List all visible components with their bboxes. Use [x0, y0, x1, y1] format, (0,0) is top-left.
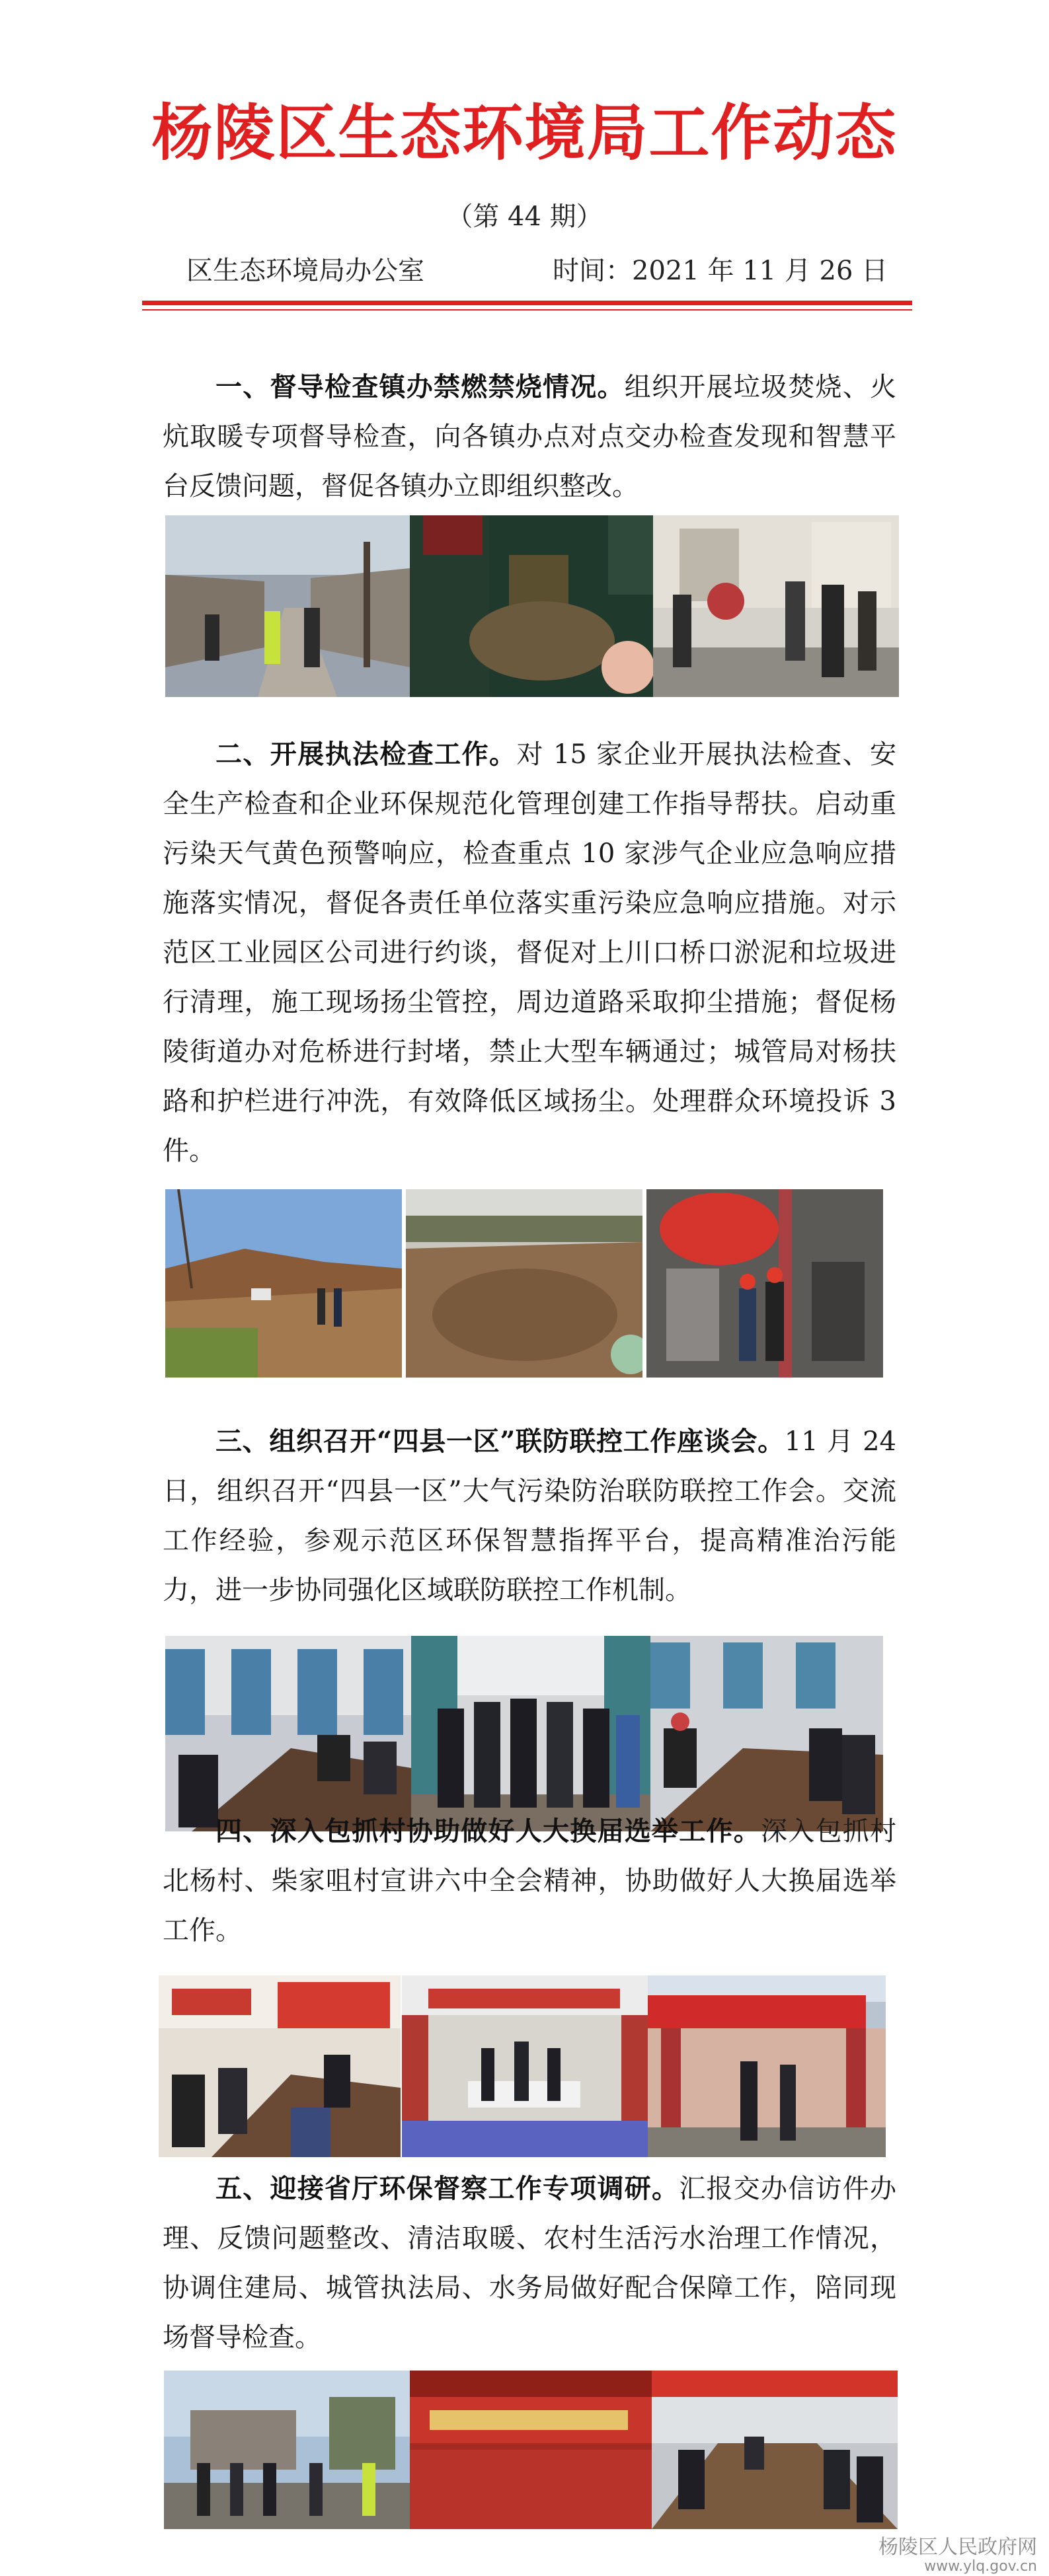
section-4-heading: 四、深入包抓村协助做好人大换届选举工作。 — [215, 1816, 761, 1847]
site-watermark — [878, 2537, 1037, 2575]
section-1-body: 组织开展垃圾焚烧、火炕取暖专项督导检查，向各镇办点对点交办检查发现和智慧平台反馈问题，督促各镇办立即组织整改。 — [163, 372, 896, 501]
watermark-site-name: 杨陵区人民政府网 — [878, 2536, 1037, 2559]
courtyard-heater-inspection-photo — [653, 515, 899, 697]
section-5-heading: 五、迎接省厅环保督察工作专项调研。 — [215, 2173, 680, 2204]
issue-number: （第 44 期） — [446, 202, 603, 232]
meeting-table-photo-2 — [650, 1636, 883, 1831]
section-3-body: 11 月 24 日，组织召开“四县一区”大气污染防治联防联控工作会。交流工作经验，参观示范区环保智慧指挥平台，提高精准治污能力，进一步协同强化区域联防联控工作机制。 — [163, 1426, 897, 1605]
election-banner-photo — [648, 1975, 886, 2157]
section-4-paragraph — [163, 1806, 896, 1956]
field-visit-photo — [164, 2371, 410, 2529]
symposium-photo — [652, 2371, 898, 2529]
section-3-heading: 三、组织召开“四县一区”联防联控工作座谈会。 — [215, 1426, 785, 1457]
header-rule-thick — [142, 301, 912, 305]
section-2-paragraph — [163, 729, 896, 1176]
section-2-heading: 二、开展执法检查工作。 — [215, 739, 517, 770]
village-meeting-photo — [159, 1975, 401, 2157]
election-hall-photo — [402, 1975, 648, 2157]
bulletin-title: 杨陵区生态环境局工作动态 — [151, 97, 898, 168]
header-rule-thin — [142, 309, 912, 311]
section-4-body: 深入包抓村北杨村、柴家咀村宣讲六中全会精神，协助做好人大换届选举工作。 — [163, 1816, 896, 1946]
watermark-url: www.ylq.gov.cn — [924, 2558, 1037, 2575]
section-1-heading: 一、督导检查镇办禁燃禁烧情况。 — [215, 371, 625, 402]
section-5-body: 汇报交办信访件办理、反馈问题整改、清洁取暖、农村生活污水治理工作情况，协调住建局、城管执法局、水务局做好配合保障工作，陪同现场督导检查。 — [163, 2174, 896, 2353]
group-photo — [411, 1636, 650, 1831]
section-1-paragraph — [163, 362, 896, 511]
section-5-paragraph — [163, 2164, 896, 2363]
village-lane-inspection-photo — [165, 515, 410, 697]
boiler-room-photo — [646, 1189, 883, 1378]
meeting-table-photo-1 — [165, 1636, 411, 1831]
burn-site-inspection-photo — [410, 515, 653, 697]
cleared-pit-photo — [406, 1189, 642, 1378]
section-3-paragraph — [163, 1417, 896, 1615]
section-2-body: 对 15 家企业开展执法检查、安全生产检查和企业环保规范化管理创建工作指导帮扶。启动重污染天气黄色预警响应，检查重点 10 家涉气企业应急响应措施落实情况，督促各责任单位落实重污染应急响应措施。对示范区工业园区公司进行约谈，督促对上川口桥口淤泥和垃圾进行清理，施工现场扬尘管控，周边道路采取抑尘措施；督促杨陵街道办对危桥进行封堵，禁止大型车辆通过；城管局对杨扶路和护栏进行冲洗，有效降低区域扬尘。处理群众环境投诉 3 件。 — [163, 739, 897, 1166]
issuing-office: 区生态环境局办公室 — [186, 256, 424, 286]
issue-date: 时间：2021 年 11 月 26 日 — [553, 256, 888, 286]
construction-site-photo — [165, 1189, 402, 1378]
inspection-banner-photo — [410, 2371, 652, 2529]
